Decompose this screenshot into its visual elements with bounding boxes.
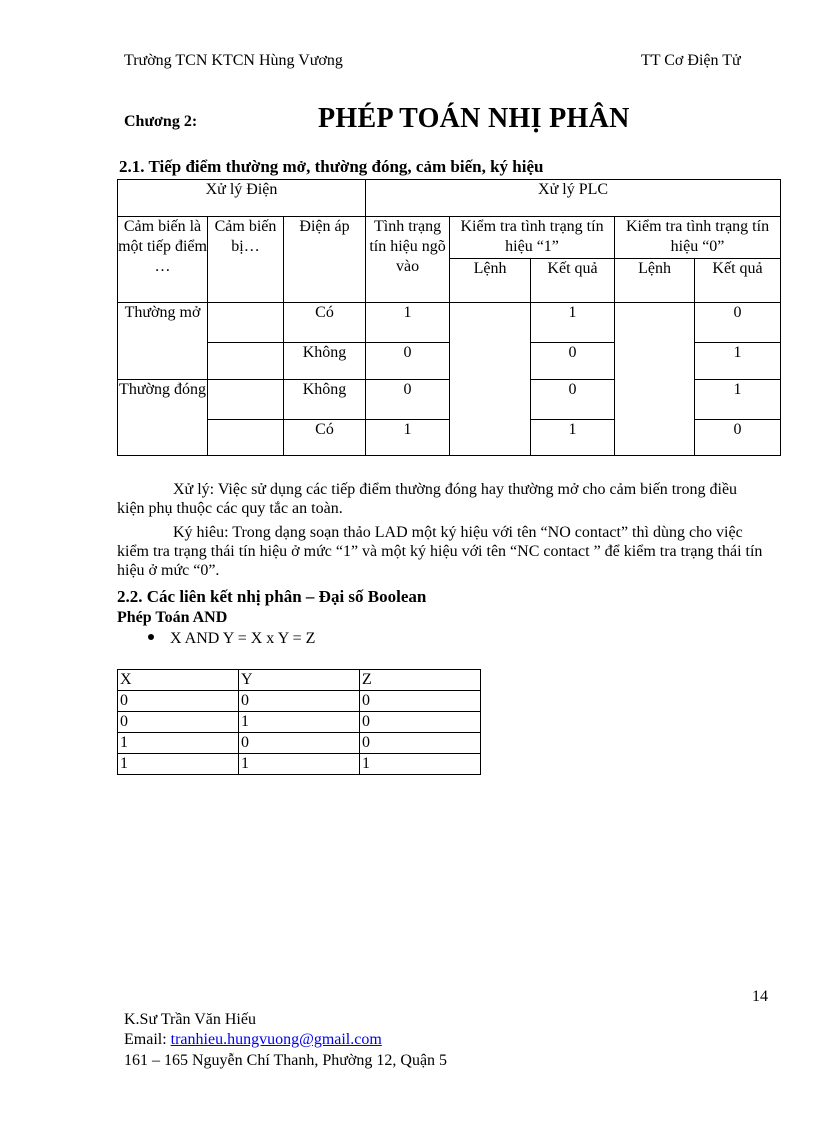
- result-1-cell: 1: [531, 420, 615, 456]
- and-formula-item: [148, 630, 315, 648]
- cell-y: 0: [239, 733, 360, 754]
- chapter-title: PHÉP TOÁN NHỊ PHÂN: [318, 103, 630, 134]
- cell-z: 0: [360, 712, 481, 733]
- col-header-input-state: Tình trạng tín hiệu ngõ vào: [366, 217, 450, 303]
- footer-address: 161 – 165 Nguyễn Chí Thanh, Phường 12, Quận 5: [124, 1052, 448, 1069]
- section-heading-2-1: 2.1. Tiếp điểm thường mở, thường đóng, cảm biến, ký hiệu: [119, 157, 544, 176]
- col-header-result: Kết quả: [531, 259, 615, 303]
- group-header-electric: Xử lý Điện: [118, 180, 366, 217]
- voltage-cell: Không: [284, 380, 366, 420]
- header-department: TT Cơ Điện Tử: [641, 52, 741, 69]
- cell-x: 1: [118, 754, 239, 775]
- col-header-check-0: Kiểm tra tình trạng tín hiệu “0”: [615, 217, 781, 259]
- footer-author: K.Sư Trần Văn Hiếu: [124, 1011, 256, 1028]
- paragraph-symbols: Ký hiêu: Trong dạng soạn thảo LAD một ký hiệu với tên “NO contact” thì dùng cho việc kiểm tra trạng thái tín hiệu ở mức “1” và một ký hiệu với tên “NC contact ” để kiểm tra trạng thái tín hiệu ở mức “0”.: [117, 524, 763, 579]
- and-operation-heading: Phép Toán AND: [117, 609, 228, 626]
- footer-email-label: Email:: [124, 1031, 171, 1048]
- contact-type-no: Thường mở: [118, 303, 208, 380]
- contact-type-nc: Thường đóng: [118, 380, 208, 456]
- result-0-cell: 1: [695, 343, 781, 380]
- result-1-cell: 0: [531, 380, 615, 420]
- section-heading-2-2: 2.2. Các liên kết nhị phân – Đại số Boolean: [117, 587, 427, 606]
- input-state-cell: 0: [366, 380, 450, 420]
- voltage-cell: Có: [284, 303, 366, 343]
- voltage-cell: Có: [284, 420, 366, 456]
- sensor-cell: [208, 303, 284, 343]
- cell-z: 0: [360, 691, 481, 712]
- cell-x: 0: [118, 712, 239, 733]
- col-header-voltage: Điện áp: [284, 217, 366, 303]
- command-cell: [450, 303, 531, 456]
- contact-table: [117, 179, 781, 456]
- cell-x: 1: [118, 733, 239, 754]
- table-header-row: [118, 670, 481, 691]
- cell-y: 1: [239, 754, 360, 775]
- result-0-cell: 0: [695, 303, 781, 343]
- paragraph-processing: Xử lý: Việc sử dụng các tiếp điểm thường đóng hay thường mở cho cảm biến trong điều kiện phụ thuộc các quy tắc an toàn.: [117, 481, 738, 517]
- cell-z: 1: [360, 754, 481, 775]
- input-state-cell: 1: [366, 303, 450, 343]
- voltage-cell: Không: [284, 343, 366, 380]
- result-1-cell: 0: [531, 343, 615, 380]
- col-header-contact: Cảm biến là một tiếp điểm …: [118, 217, 208, 303]
- footer-email-link[interactable]: tranhieu.hungvuong@gmail.com: [170, 1031, 382, 1048]
- header-x: X: [118, 670, 239, 691]
- sensor-cell: [208, 420, 284, 456]
- cell-x: 0: [118, 691, 239, 712]
- table-row: [118, 754, 481, 775]
- table-row: [118, 733, 481, 754]
- sensor-cell: [208, 343, 284, 380]
- col-header-check-1: Kiểm tra tình trạng tín hiệu “1”: [450, 217, 615, 259]
- input-state-cell: 1: [366, 420, 450, 456]
- command-cell: [615, 303, 695, 456]
- header-z: Z: [360, 670, 481, 691]
- footer-email-line: [124, 1031, 382, 1049]
- cell-y: 1: [239, 712, 360, 733]
- col-header-result: Kết quả: [695, 259, 781, 303]
- table-row: [118, 691, 481, 712]
- bullet-icon: [148, 634, 154, 640]
- group-header-plc: Xử lý PLC: [366, 180, 781, 217]
- table-row: [118, 712, 481, 733]
- result-0-cell: 1: [695, 380, 781, 420]
- page-number: 14: [752, 988, 768, 1005]
- cell-y: 0: [239, 691, 360, 712]
- sensor-cell: [208, 380, 284, 420]
- and-formula: X AND Y = X x Y = Z: [170, 630, 316, 647]
- result-0-cell: 0: [695, 420, 781, 456]
- input-state-cell: 0: [366, 343, 450, 380]
- and-truth-table: [117, 669, 481, 775]
- header-y: Y: [239, 670, 360, 691]
- cell-z: 0: [360, 733, 481, 754]
- col-header-command: Lệnh: [615, 259, 695, 303]
- header-school-name: Trường TCN KTCN Hùng Vương: [124, 52, 343, 69]
- result-1-cell: 1: [531, 303, 615, 343]
- col-header-sensor: Cảm biến bị…: [208, 217, 284, 303]
- chapter-label: Chương 2:: [124, 113, 198, 130]
- col-header-command: Lệnh: [450, 259, 531, 303]
